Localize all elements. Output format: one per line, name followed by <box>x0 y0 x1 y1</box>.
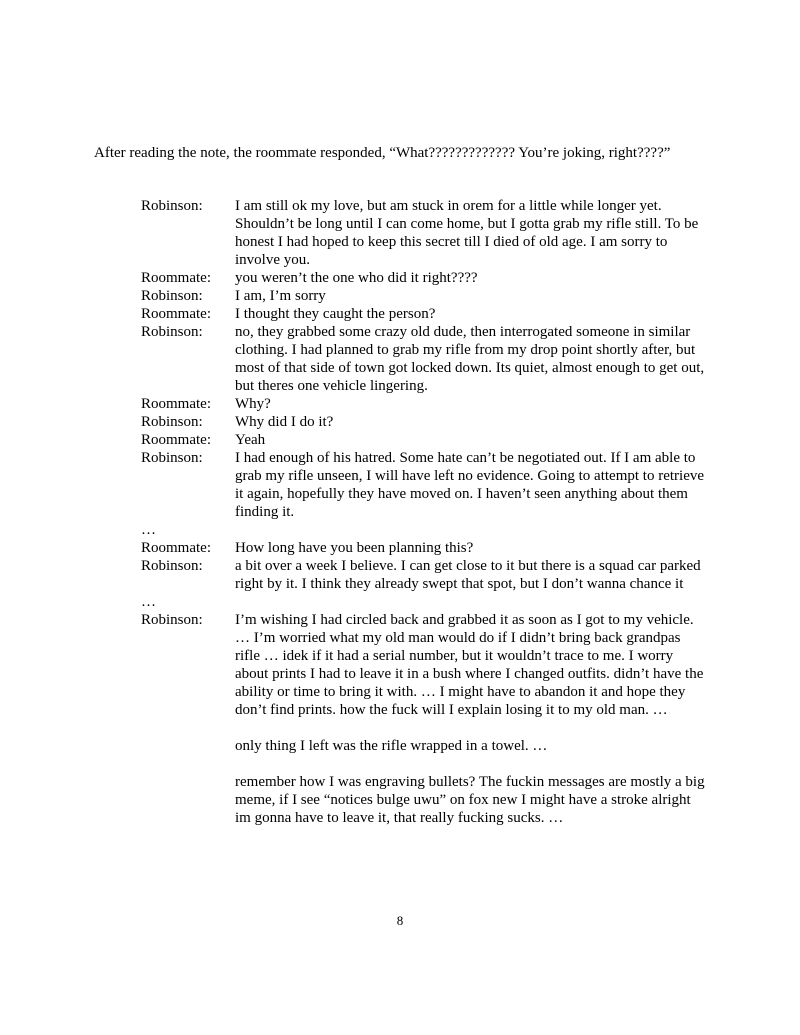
message-row <box>141 557 711 593</box>
message-paragraph: you weren’t the one who did it right???? <box>235 270 478 286</box>
message-paragraph: Why? <box>235 396 271 412</box>
message-text <box>235 269 705 287</box>
speaker-label: Robinson: <box>141 414 203 430</box>
message-text <box>235 287 705 305</box>
speaker-label: Roommate: <box>141 270 211 286</box>
message-paragraph: remember how I was engraving bullets? The fuckin messages are mostly a big meme, if I see “notices bulge uwu” on fox new I might have a stroke alright im gonna have to leave it, that really fucking sucks. … <box>235 774 705 826</box>
message-text <box>235 431 705 449</box>
speaker-label: Roommate: <box>141 306 211 322</box>
intro-paragraph: After reading the note, the roommate responded, “What????????????? You’re joking, right????” <box>94 145 671 161</box>
message-row <box>141 431 711 449</box>
speaker-label: Roommate: <box>141 396 211 412</box>
message-row <box>141 323 711 395</box>
ellipsis-separator <box>141 593 711 611</box>
message-row <box>141 413 711 431</box>
message-paragraph: Yeah <box>235 432 266 448</box>
message-paragraph: I had enough of his hatred. Some hate can’t be negotiated out. If I am able to grab my rifle unseen, I will have left no evidence. Going to attempt to retrieve it again, hopefully they have moved on. I haven’t seen anything about them finding it. <box>235 450 705 520</box>
message-row <box>141 269 711 287</box>
message-text <box>235 197 705 269</box>
message-paragraph: no, they grabbed some crazy old dude, then interrogated someone in similar clothing. I had planned to grab my rifle from my drop point shortly after, but most of that side of town got locked down. Its quiet, almost enough to get out, but theres one vehicle lingering. <box>235 324 705 394</box>
message-paragraph: I am, I’m sorry <box>235 288 326 304</box>
message-paragraph: a bit over a week I believe. I can get close to it but there is a squad car parked right by it. I think they already swept that spot, but I don’t wanna chance it <box>235 558 701 592</box>
message-text <box>235 323 705 395</box>
speaker-label: Robinson: <box>141 198 203 214</box>
page-number: 8 <box>396 913 404 928</box>
message-text <box>235 395 705 413</box>
message-text <box>235 305 705 323</box>
message-row <box>141 305 711 323</box>
message-text <box>235 449 705 521</box>
message-row <box>141 539 711 557</box>
message-text <box>235 539 705 557</box>
speaker-label: Robinson: <box>141 324 203 340</box>
message-paragraph: I thought they caught the person? <box>235 306 436 322</box>
message-paragraph: Why did I do it? <box>235 414 334 430</box>
message-paragraph: I’m wishing I had circled back and grabbed it as soon as I got to my vehicle. … I’m worried what my old man would do if I didn’t bring back grandpas rifle … idek if it had a serial number, but it wouldn’t trace to me. I worry about prints I had to leave it in a bush where I changed outfits. didn’t have the ability or time to bring it with. … I might have to abandon it and hope they don’t find prints. how the fuck will I explain losing it to my old man. … <box>235 612 704 718</box>
ellipsis-separator <box>141 521 711 539</box>
message-text <box>235 557 705 593</box>
speaker-label: Robinson: <box>141 558 203 574</box>
message-text <box>235 611 705 827</box>
message-row <box>141 287 711 305</box>
message-row <box>141 449 711 521</box>
speaker-label: … <box>141 594 156 610</box>
message-paragraph: I am still ok my love, but am stuck in orem for a little while longer yet. Shouldn’t be long until I can come home, but I gotta grab my rifle still. To be honest I had hoped to keep this secret till I died of old age. I am sorry to involve you. <box>235 198 699 268</box>
message-row <box>141 611 711 827</box>
speaker-label: Robinson: <box>141 288 203 304</box>
message-paragraph: How long have you been planning this? <box>235 540 474 556</box>
speaker-label: Robinson: <box>141 612 203 628</box>
speaker-label: Roommate: <box>141 540 211 556</box>
message-row <box>141 197 711 269</box>
speaker-label: … <box>141 522 156 538</box>
chat-transcript <box>141 197 711 827</box>
message-row <box>141 395 711 413</box>
speaker-label: Roommate: <box>141 432 211 448</box>
speaker-label: Robinson: <box>141 450 203 466</box>
message-text <box>235 413 705 431</box>
message-paragraph: only thing I left was the rifle wrapped in a towel. … <box>235 738 548 754</box>
